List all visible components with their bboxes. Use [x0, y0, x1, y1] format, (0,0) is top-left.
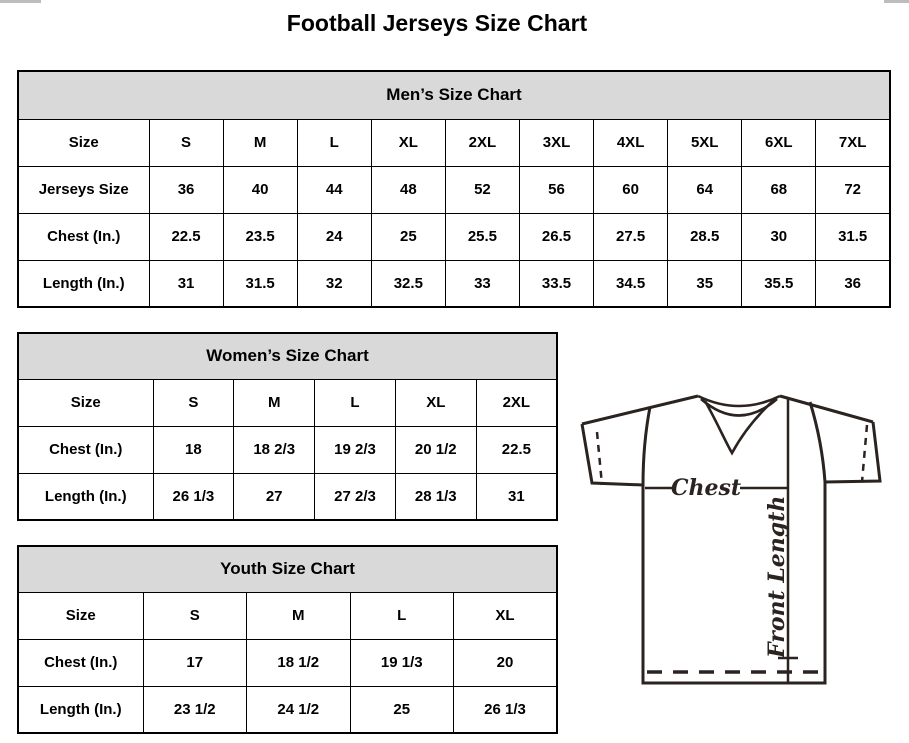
table-cell: 24 1/2 [247, 686, 351, 733]
table-cell: 26.5 [519, 213, 593, 260]
table-row [18, 119, 890, 166]
table-cell: 27.5 [594, 213, 668, 260]
table-cell: L [297, 119, 371, 166]
table-cell: 25 [371, 213, 445, 260]
table-cell: 26 1/3 [153, 473, 234, 520]
table-row [18, 686, 557, 733]
table-title: Men’s Size Chart [18, 71, 890, 119]
table-row [18, 379, 557, 426]
jersey-measurement-diagram [575, 388, 909, 700]
table-cell: 33.5 [519, 260, 593, 307]
table-cell: 34.5 [594, 260, 668, 307]
table-cell: 35 [668, 260, 742, 307]
table-cell: 17 [143, 639, 247, 686]
table-cell: 40 [223, 166, 297, 213]
table-cell: XL [371, 119, 445, 166]
table-cell: M [247, 592, 351, 639]
table-cell: 30 [742, 213, 816, 260]
table-row [18, 166, 890, 213]
table-cell: 36 [149, 166, 223, 213]
table-cell: 4XL [594, 119, 668, 166]
row-label-cell: Chest (In.) [18, 213, 149, 260]
table-cell: 64 [668, 166, 742, 213]
row-label-cell: Chest (In.) [18, 639, 143, 686]
table-cell: 18 2/3 [234, 426, 315, 473]
table-cell: 6XL [742, 119, 816, 166]
row-label-cell: Size [18, 592, 143, 639]
table-cell: S [143, 592, 247, 639]
table-cell: 27 2/3 [315, 473, 396, 520]
row-label-cell: Jerseys Size [18, 166, 149, 213]
table-cell: M [223, 119, 297, 166]
table-cell: 20 [454, 639, 558, 686]
table-cell: L [315, 379, 396, 426]
table-row [18, 213, 890, 260]
womens-size-chart-table [17, 332, 558, 521]
table-cell: 26 1/3 [454, 686, 558, 733]
table-cell: 20 1/2 [395, 426, 476, 473]
table-cell: L [350, 592, 454, 639]
table-cell: 27 [234, 473, 315, 520]
table-cell: 33 [445, 260, 519, 307]
table-cell: 5XL [668, 119, 742, 166]
table-cell: 56 [519, 166, 593, 213]
row-label-cell: Size [18, 119, 149, 166]
table-cell: 2XL [445, 119, 519, 166]
row-label-cell: Chest (In.) [18, 426, 153, 473]
table-title: Women’s Size Chart [18, 333, 557, 379]
page-title: Football Jerseys Size Chart [286, 10, 588, 36]
table-cell: 19 1/3 [350, 639, 454, 686]
table-cell: 52 [445, 166, 519, 213]
chest-label: Chest [670, 475, 742, 501]
table-cell: S [153, 379, 234, 426]
table-cell: 19 2/3 [315, 426, 396, 473]
table-cell: XL [395, 379, 476, 426]
table-cell: 35.5 [742, 260, 816, 307]
table-row [18, 592, 557, 639]
table-cell: 32.5 [371, 260, 445, 307]
front-length-label: Front Length [764, 495, 790, 658]
table-cell: 18 1/2 [247, 639, 351, 686]
table-cell: 28.5 [668, 213, 742, 260]
table-cell: 68 [742, 166, 816, 213]
screen-edge-artifact-right [884, 0, 909, 3]
row-label-cell: Size [18, 379, 153, 426]
table-cell: 32 [297, 260, 371, 307]
table-title: Youth Size Chart [18, 546, 557, 592]
table-cell: 60 [594, 166, 668, 213]
table-cell: XL [454, 592, 558, 639]
table-cell: 22.5 [476, 426, 557, 473]
table-cell: 3XL [519, 119, 593, 166]
table-cell: 48 [371, 166, 445, 213]
mens-size-chart-table [17, 70, 891, 308]
table-cell: 31.5 [223, 260, 297, 307]
table-cell: 2XL [476, 379, 557, 426]
jersey-icon [575, 388, 909, 700]
table-cell: M [234, 379, 315, 426]
row-label-cell: Length (In.) [18, 473, 153, 520]
screen-edge-artifact-left [0, 0, 41, 3]
table-cell: 25 [350, 686, 454, 733]
table-cell: 23.5 [223, 213, 297, 260]
table-cell: 22.5 [149, 213, 223, 260]
table-cell: 7XL [816, 119, 890, 166]
table-cell: 18 [153, 426, 234, 473]
table-cell: 24 [297, 213, 371, 260]
table-cell: 36 [816, 260, 890, 307]
table-row [18, 639, 557, 686]
table-cell: 72 [816, 166, 890, 213]
table-cell: 25.5 [445, 213, 519, 260]
table-cell: S [149, 119, 223, 166]
table-cell: 31.5 [816, 213, 890, 260]
row-label-cell: Length (In.) [18, 686, 143, 733]
table-cell: 28 1/3 [395, 473, 476, 520]
youth-size-chart-table [17, 545, 558, 734]
table-cell: 23 1/2 [143, 686, 247, 733]
table-cell: 31 [476, 473, 557, 520]
table-row [18, 473, 557, 520]
table-cell: 31 [149, 260, 223, 307]
table-row [18, 426, 557, 473]
row-label-cell: Length (In.) [18, 260, 149, 307]
table-cell: 44 [297, 166, 371, 213]
table-row [18, 260, 890, 307]
